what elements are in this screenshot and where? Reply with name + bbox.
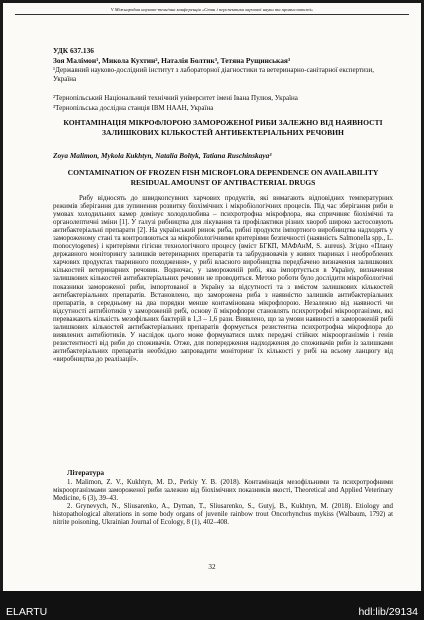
affiliation-3: ³Тернопільська дослідна станція ІВМ НААН, Україна [53, 104, 214, 112]
reference-item: 1. Malimon, Z. V., Kukhtyn, M. D., Perkiy Y. B. (2018). Контамінація мезофільними та психротрофними мікроорганізмами замороженої риби залежно від біохімічних показників якості, Theoretical and Applied Veterinary Medicine, 6 (3), 39–43. [53, 479, 393, 503]
body-paragraph: Рибу відносять до швидкопсувних харчових продуктів, які вимагають відповідних температурних режимів зберігання для зупинення розвитку біохімічних і мікробіологічних процесів. Під час зберігання риби в умовах холодильних камер домінує холодолюбива – психротрофна мікрофлора, яка спричиняє біохімічні та органолептичні зміни [1]. У галузі рибництва для лікування та профілактики різних хвороб широко застосовують антибактеріальні препарати [2]. На український ринок риба, рибні продукти імпортного виробництва надходять у замороженому стані та контролюються за мікробіологічними критеріями безпечності (наявність Salmonella spp., L. monocytogenes) і критеріями гігієни технологічного процесу (вміст БГКП, МАФАнМ, S. aureus). Згідно «Плану державного моніторингу залишків ветеринарних препаратів та забруднювачів у живих тваринах і необроблених харчових продуктах тваринного походження», у рибі власного виробництва передбачено визначення залишкових кількостей ветеринарних речовин. Водночас, у замороженій рибі, яка імпортується в Україну, визначення залишкових кількостей антибактеріальних речовин не проводиться. Метою роботи було дослідити мікробіологічні показники замороженої риби, імпортованої в Україну за відсутності та з вмістом залишкових кількостей антибактеріальних препаратів. Встановлено, що заморожена риба з наявністю залишків антибактеріальних препаратів, в середньому на два порядки менше контамінована мікрофлорою. Незалежно від наявності чи відсутності антибіотиків у замороженій рибі, основу її мікрофлори становлять психротрофні мікроорганізми, які переважають кількість мезофільних бактерій в 1,3 – 1,6 рази. Виявлено, що за умови наявності в замороженій рибі залишкових кількостей антибактеріальних препаратів формується резистентна психротрофна мікрофлора до виявлених антибіотиків. У наслідок цього може формуватися шлях передачі стійких мікроорганізмів і генів резистентності від риби до споживачів. Отже, для попередження надходження до споживачів риби із залишками антибактеріальних препаратів необхідно запровадити моніторинг їх кількості у рибі на всьому ланцюгу від «виробництва до реалізації». [53, 195, 393, 363]
literature-heading: Література [67, 468, 105, 477]
udk-code: УДК 637.136 [53, 46, 94, 55]
reference-list [53, 479, 393, 527]
affiliation-1: ¹Державний науково-дослідний інститут з лабораторної діагностики та ветеринарно-санітарної експертизи, Україна [53, 66, 375, 83]
affiliation-2: ²Тернопільський Національний технічний університет імені Івана Пулюя, Україна [53, 94, 298, 102]
handle-id[interactable]: hdl:lib/29134 [358, 606, 418, 618]
running-header: V Міжнародна науково-технічна конференція «Стан і перспективи харчової науки та промисловості» [15, 7, 409, 15]
abstract-body [53, 195, 393, 364]
reference-item: 2. Grynevych, N., Sliusarenko, A., Dyman, T., Sliusarenko, S., Gutyj, B., Kukhtyn, M. (2018). Etiology and histopathological alterations in some body organs of juvenile rainbow trout Oncorhynchus mykiss (Walbaum, 1792) at nitrite poisoning, Ukrainian Journal of Ecology, 8 (1), 402–408. [53, 503, 393, 527]
authors-ua: Зоя Малімон¹, Микола Кухтин², Наталія Болтик³, Тетяна Рущинськая³ [53, 56, 291, 65]
authors-en: Zoya Malimon, Mykola Kukhtyn, Natalia Boltyk, Tatiana Ruschinskaya³ [53, 151, 272, 160]
page-number: 32 [208, 563, 216, 571]
repository-name[interactable]: ELARTU [6, 606, 48, 618]
document-page [3, 3, 421, 591]
title-ua: КОНТАМІНАЦІЯ МІКРОФЛОРОЮ ЗАМОРОЖЕНОЇ РИБИ ЗАЛЕЖНО ВІД НАЯВНОСТІ ЗАЛИШКОВИХ КІЛЬКОСТЕЙ АНТИБЕКТЕРІАЛЬНИХ РЕЧОВИН [63, 118, 383, 137]
title-en: CONTAMINATION OF FROZEN FISH MICROFLORA DEPENDENCE ON AVAILABILITY RESIDUAL AMOUNST OF ANTIBACTERIAL DRUGS [67, 168, 379, 187]
